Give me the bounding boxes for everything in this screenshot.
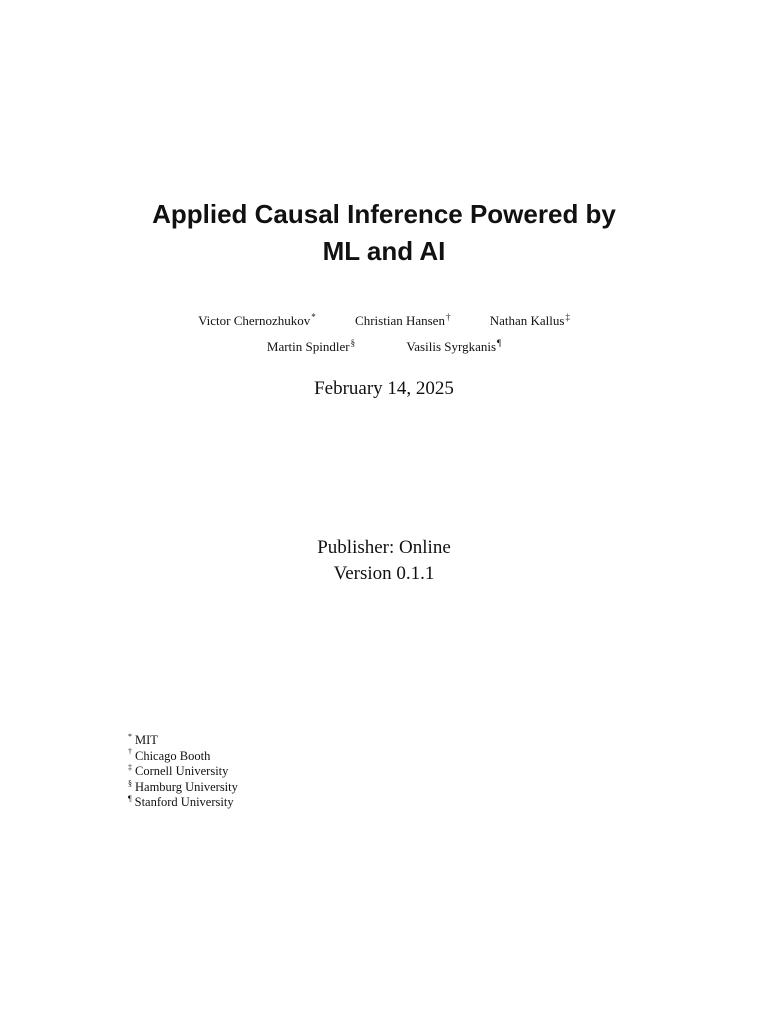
- author-footnote-mark: §: [350, 337, 356, 348]
- affiliations-list: [128, 733, 238, 811]
- author-nathan-kallus: [490, 313, 570, 329]
- author-row-2: [0, 339, 768, 355]
- affiliation-mark: *: [128, 731, 132, 741]
- author-name: Christian Hansen: [355, 313, 445, 328]
- affiliation-item: [128, 780, 238, 796]
- affiliation-mark: §: [128, 778, 132, 788]
- publication-date: February 14, 2025: [314, 378, 454, 399]
- publisher-line: Publisher: Online: [317, 537, 451, 558]
- affiliation-mark: †: [128, 747, 132, 757]
- affiliation-item: [128, 733, 238, 749]
- paper-title-line-2: ML and AI: [322, 236, 446, 266]
- affiliation-name: Cornell University: [135, 764, 229, 779]
- affiliation-name: Chicago Booth: [135, 748, 211, 763]
- affiliation-name: MIT: [135, 733, 158, 747]
- version-line: Version 0.1.1: [333, 563, 435, 584]
- affiliation-item: [128, 795, 238, 811]
- author-victor-chernozhukov: [198, 313, 316, 329]
- affiliation-mark: ‡: [128, 763, 132, 773]
- author-name: Vasilis Syrgkanis: [406, 339, 497, 354]
- author-footnote-mark: †: [445, 311, 451, 322]
- affiliation-name: Hamburg University: [135, 779, 238, 794]
- author-footnote-mark: ‡: [565, 311, 570, 322]
- affiliation-item: [128, 749, 238, 765]
- author-footnote-mark: ¶: [497, 337, 502, 348]
- paper-title: [0, 196, 768, 270]
- paper-title-line-1: Applied Causal Inference Powered by: [152, 199, 616, 229]
- author-footnote-mark: *: [311, 311, 316, 322]
- affiliation-item: [128, 764, 238, 780]
- affiliation-mark: ¶: [128, 794, 132, 804]
- author-name: Martin Spindler: [266, 339, 350, 354]
- author-vasilis-syrgkanis: [406, 339, 501, 355]
- author-row-1: [0, 313, 768, 329]
- author-martin-spindler: [267, 339, 355, 355]
- author-name: Victor Chernozhukov: [198, 313, 311, 328]
- publisher-block: [0, 535, 768, 587]
- author-christian-hansen: [355, 313, 450, 329]
- author-name: Nathan Kallus: [489, 313, 565, 328]
- affiliation-name: Stanford University: [134, 795, 234, 810]
